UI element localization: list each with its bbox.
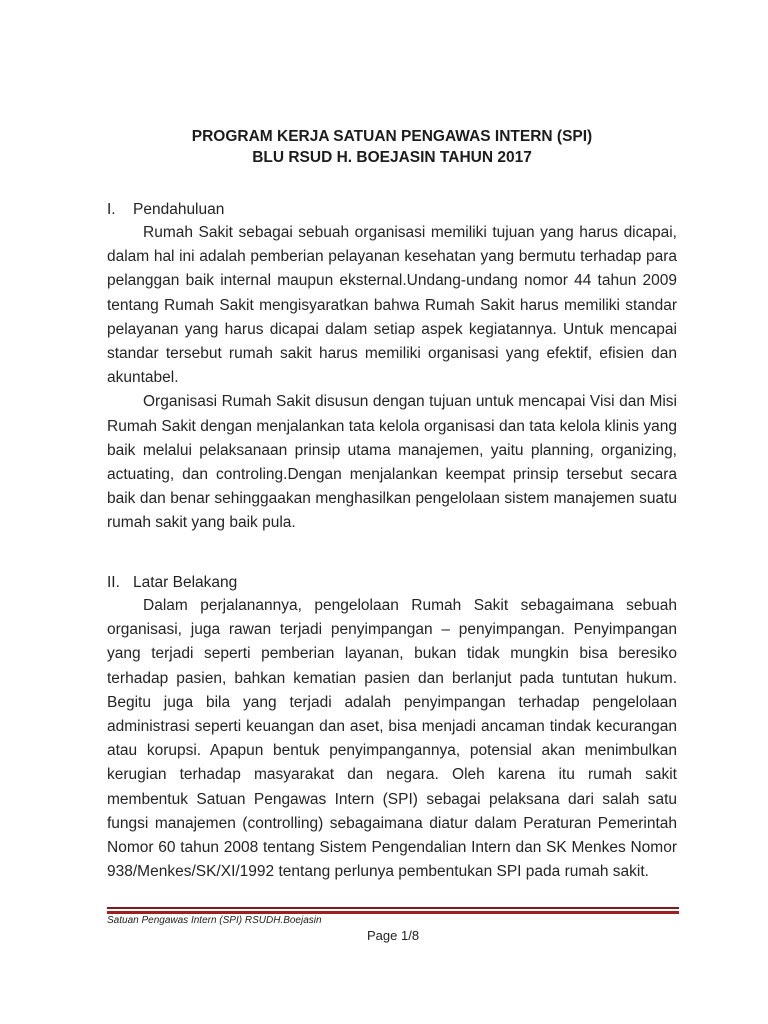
section-pendahuluan (107, 198, 677, 536)
section-latar-belakang (107, 571, 677, 884)
footer-rule (107, 907, 679, 914)
section-title: Pendahuluan (133, 201, 225, 218)
footer-text: Satuan Pengawas Intern (SPI) RSUDH.Boejasin (107, 915, 322, 926)
section-heading (107, 571, 677, 594)
document-title (107, 126, 677, 168)
section-heading (107, 198, 677, 221)
page-number: Page 1/8 (367, 928, 420, 943)
paragraph: Rumah Sakit sebagai sebuah organisasi memiliki tujuan yang harus dicapai, dalam hal ini adalah pemberian pelayanan kesehatan yang bermutu terhadap para pelanggan baik internal maupun eksternal.Undang-undang nomor 44 tahun 2009 tentang Rumah Sakit mengisyaratkan bahwa Rumah Sakit harus memiliki standar pelayanan yang harus dicapai dalam setiap aspek kegiatannya. Untuk mencapai standar tersebut rumah sakit harus memiliki organisasi yang efektif, efisien dan akuntabel. (107, 224, 677, 387)
section-number: II. (107, 574, 120, 591)
paragraph: Dalam perjalanannya, pengelolaan Rumah Sakit sebagaimana sebuah organisasi, juga rawan terjadi penyimpangan – penyimpangan. Penyimpangan yang terjadi seperti pemberian layanan, bukan tidak mungkin bisa beresiko terhadap pasien, bahkan kematian pasien dan berlanjut pada tuntutan hukum. Begitu juga bila yang terjadi adalah penyimpangan terhadap pengelolaan administrasi seperti keuangan dan aset, bisa menjadi ancaman tindak kecurangan atau korupsi. Apapun bentuk penyimpangannya, potensial akan menimbulkan kerugian terhadap masyarakat dan negara. Oleh karena itu rumah sakit membentuk Satuan Pengawas Intern (SPI) sebagai pelaksana dari salah satu fungsi manajemen (controlling) sebagaimana diatur dalam Peraturan Pemerintah Nomor 60 tahun 2008 tentang Sistem Pengendalian Intern dan SK Menkes Nomor 938/Menkes/SK/XI/1992 tentang perlunya pembentukan SPI pada rumah sakit. (107, 597, 677, 881)
section-number: I. (107, 201, 116, 218)
section-title: Latar Belakang (133, 574, 238, 591)
title-line-2: BLU RSUD H. BOEJASIN TAHUN 2017 (252, 149, 532, 166)
paragraph: Organisasi Rumah Sakit disusun dengan tujuan untuk mencapai Visi dan Misi Rumah Sakit dengan menjalankan tata kelola organisasi dan tata kelola klinis yang baik melalui pelaksanaan prinsip utama manajemen, yaitu planning, organizing, actuating, dan controling.Dengan menjalankan keempat prinsip tersebut secara baik dan benar sehinggaakan menghasilkan pengelolaan sistem manajemen suatu rumah sakit yang baik pula. (107, 393, 677, 532)
title-line-1: PROGRAM KERJA SATUAN PENGAWAS INTERN (SPI) (191, 128, 593, 145)
